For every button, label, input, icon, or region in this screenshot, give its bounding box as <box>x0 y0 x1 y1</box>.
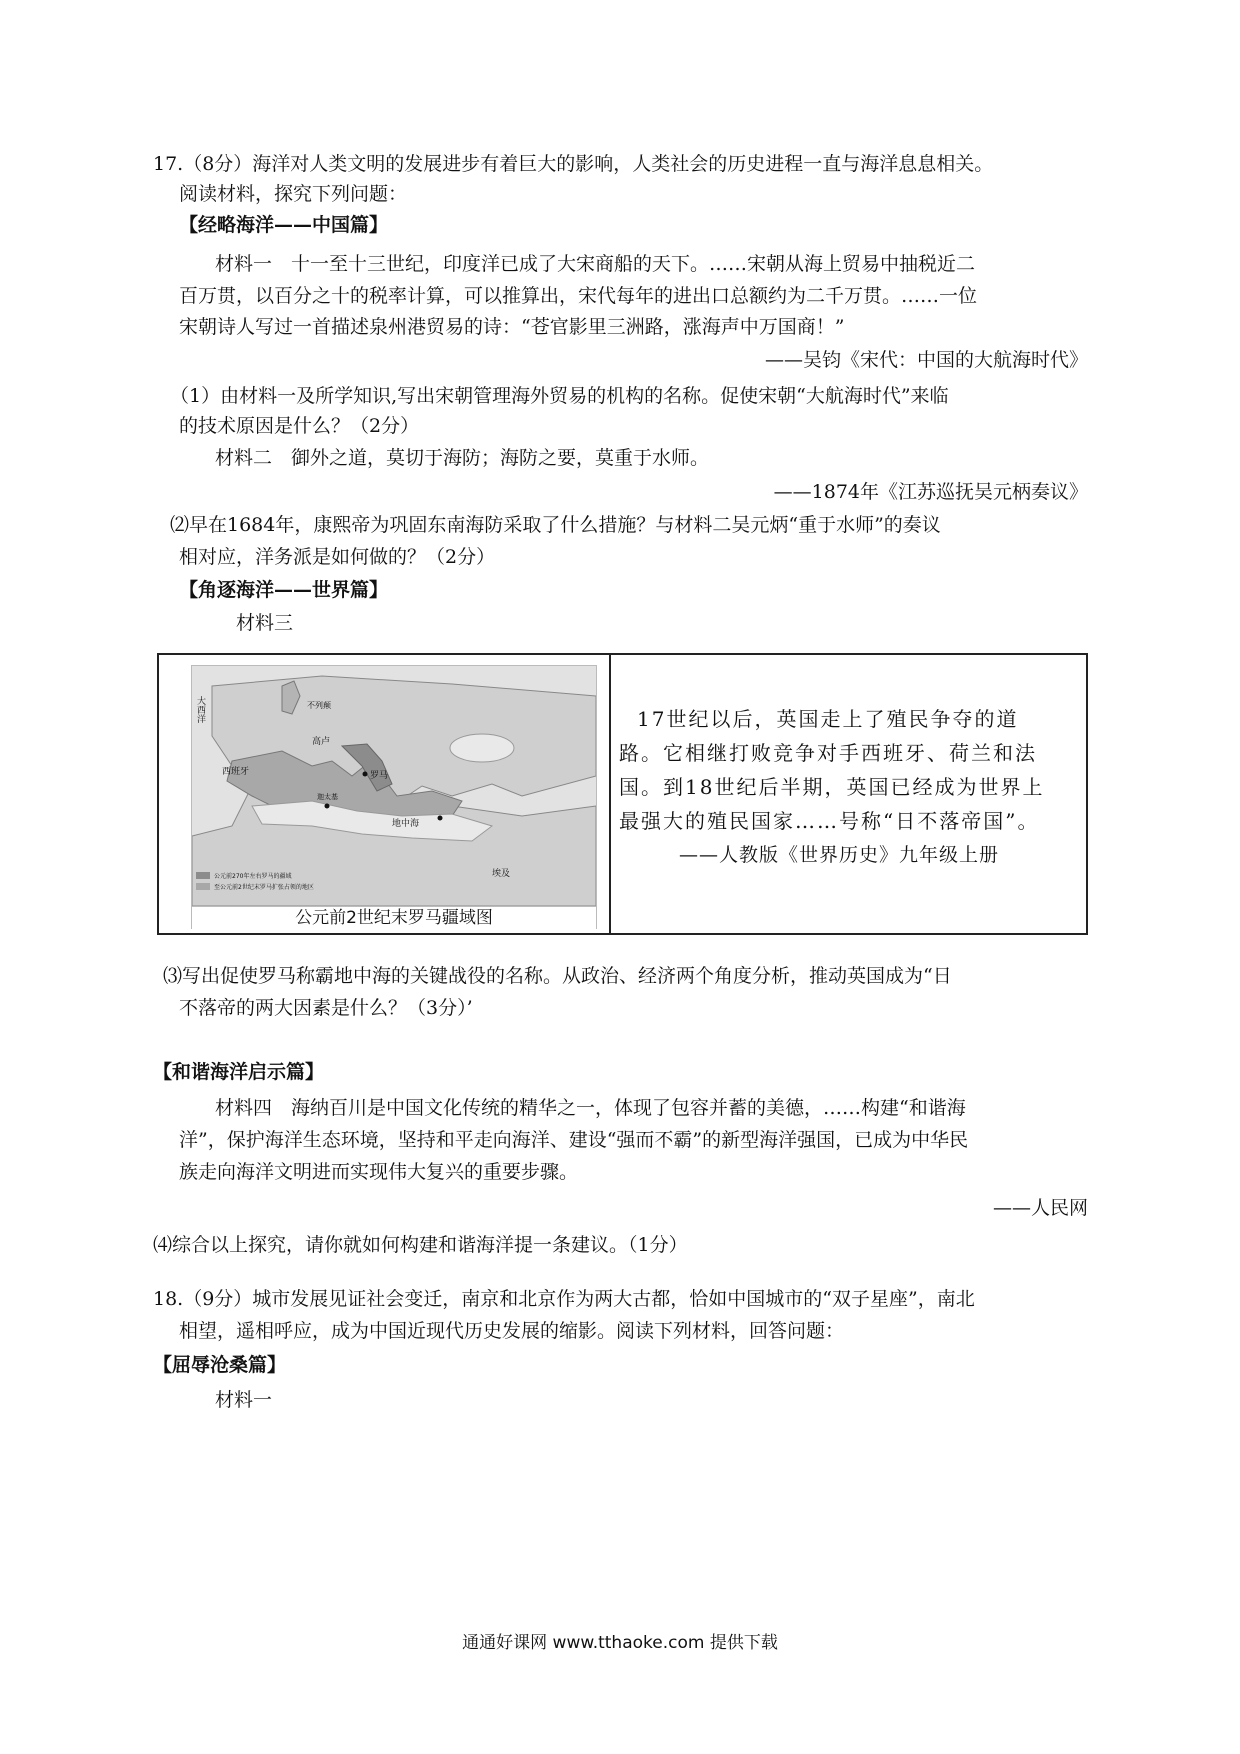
q17-intro-line1: 17.（8分）海洋对人类文明的发展进步有着巨大的影响，人类社会的历史进程一直与海洋息息相关。 <box>153 153 994 175</box>
page-footer: 通通好课网 www.tthaoke.com 提供下载 <box>462 1633 778 1653</box>
map-label-egypt: 埃及 <box>492 869 511 879</box>
question4-text: ⑷综合以上探究，请你就如何构建和谐海洋提一条建议。（1分） <box>153 1234 688 1256</box>
legend-swatch-2 <box>196 883 210 890</box>
material3-label: 材料三 <box>236 612 294 634</box>
map-label-rome: 罗马 <box>370 771 389 781</box>
q18-intro-line1: 18.（9分）城市发展见证社会变迁，南京和北京作为两大古都，恰如中国城市的“双子星座”，南北 <box>153 1288 975 1310</box>
material2-source: ——1874年《江苏巡抚吴元柄奏议》 <box>773 481 1088 503</box>
box-divider <box>609 655 611 933</box>
map-caption: 公元前2世纪末罗马疆域图 <box>192 906 596 929</box>
question2-line1: ⑵早在1684年，康熙帝为巩固东南海防采取了什么措施？与材料二吴元炳“重于水师”的奏议 <box>170 514 941 536</box>
legend-swatch-1 <box>196 872 210 879</box>
map-label-mediterranean: 地中海 <box>392 819 420 829</box>
question3-line1: ⑶写出促使罗马称霸地中海的关键战役的名称。从政治、经济两个角度分析，推动英国成为“日 <box>163 965 952 987</box>
map-label-atlantic: 大西洋 <box>195 696 205 723</box>
material4-line1: 材料四 海纳百川是中国文化传统的精华之一，体现了包容并蓄的美德，……构建“和谐海 <box>215 1097 966 1119</box>
material4-line2: 洋”，保护海洋生态环境，坚持和平走向海洋、建设“强而不霸”的新型海洋强国，已成为中华民 <box>179 1129 969 1151</box>
quote-line4: 最强大的殖民国家……号称“日不落帝国”。 <box>619 809 1040 833</box>
material3-box <box>157 653 1088 935</box>
material1-line1: 材料一 十一至十三世纪，印度洋已成了大宋商船的天下。……宋朝从海上贸易中抽税近二 <box>215 253 976 275</box>
map-label-spain: 西班牙 <box>222 767 250 777</box>
material1-source: ——吴钧《宋代：中国的大航海时代》 <box>764 349 1088 371</box>
q18-intro-line2: 相望，遥相呼应，成为中国近现代历史发展的缩影。阅读下列材料，回答问题： <box>179 1320 845 1342</box>
question1-line2: 的技术原因是什么？（2分） <box>179 415 420 437</box>
material2-text: 材料二 御外之道，莫切于海防；海防之要，莫重于水师。 <box>215 447 710 469</box>
section-heading-world: 【角逐海洋——世界篇】 <box>179 579 389 601</box>
material1-line3: 宋朝诗人写过一首描述泉州港贸易的诗：“苍官影里三洲路，涨海声中万国商！” <box>179 316 845 338</box>
question2-line2: 相对应，洋务派是如何做的？（2分） <box>179 546 496 568</box>
legend-item-1: 公元前270年左右罗马的疆域 <box>214 873 292 880</box>
q18-material1-label: 材料一 <box>215 1389 273 1411</box>
question1-line1: （1）由材料一及所学知识,写出宋朝管理海外贸易的机构的名称。促使宋朝“大航海时代”来临 <box>170 385 949 407</box>
section-heading-harmony: 【和谐海洋启示篇】 <box>153 1061 325 1083</box>
section-heading-china: 【经略海洋——中国篇】 <box>179 214 389 236</box>
q17-intro-line2: 阅读材料，探究下列问题： <box>179 183 408 205</box>
quote-line2: 路。它相继打败竞争对手西班牙、荷兰和法 <box>619 741 1037 765</box>
material4-line3: 族走向海洋文明进而实现伟大复兴的重要步骤。 <box>179 1161 579 1183</box>
roman-territory-map <box>191 665 597 929</box>
material1-line2: 百万贯，以百分之十的税率计算，可以推算出，宋代每年的进出口总额约为二千万贯。……一位 <box>179 285 978 307</box>
legend-item-2: 至公元前2世纪末罗马扩张占领的地区 <box>214 884 314 891</box>
map-label-britain: 不列颠 <box>307 701 331 710</box>
map-label-gaul: 高卢 <box>312 737 331 747</box>
section-heading-humiliation: 【屈辱沧桑篇】 <box>153 1354 287 1376</box>
map-illustration <box>192 666 596 906</box>
question3-line2: 不落帝的两大因素是什么？（3分）’ <box>179 997 473 1019</box>
material4-source: ——人民网 <box>992 1197 1088 1219</box>
quote-source: ——人教版《世界历史》九年级上册 <box>679 844 1000 866</box>
quote-line3: 国。到18世纪后半期，英国已经成为世界上 <box>619 775 1045 799</box>
quote-line1: 17世纪以后，英国走上了殖民争夺的道 <box>637 707 1019 731</box>
map-label-carthage: 迦太基 <box>317 793 338 801</box>
